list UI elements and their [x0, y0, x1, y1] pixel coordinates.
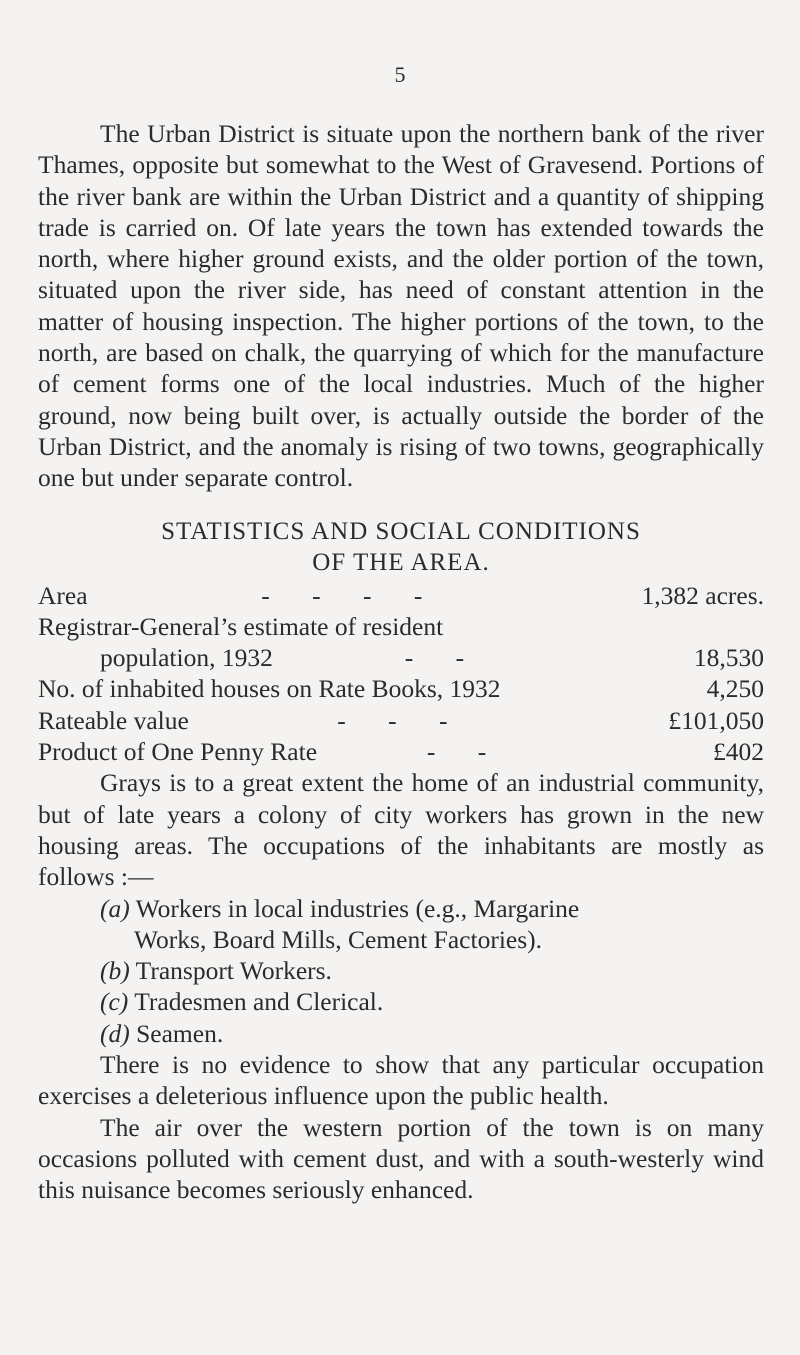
stat-row-area	[38, 580, 764, 611]
list-item	[60, 986, 764, 1017]
list-marker: (d)	[100, 1018, 130, 1048]
list-item	[60, 893, 764, 924]
stat-value-rateable: £101,050	[668, 705, 764, 735]
leader-dashes: - -	[426, 737, 505, 767]
occupations-paragraph: Grays is to a great extent the home of an industrial community, but of late years a colony of city workers has grown in the new housing areas. The occupations of the inhabitants are mostly as follows :—	[38, 768, 764, 892]
stat-row-houses	[38, 673, 764, 704]
list-marker: (a)	[100, 893, 130, 923]
evidence-paragraph: There is no evidence to show that any particular occupation exercises a deleterious influence upon the public health.	[38, 1050, 764, 1111]
page-content	[38, 118, 764, 1206]
occupations-list	[38, 893, 764, 1049]
stat-label-rateable: Rateable value	[38, 705, 189, 735]
stat-label-population-line2: population, 1932	[100, 643, 273, 673]
list-item	[60, 1018, 764, 1049]
air-pollution-paragraph: The air over the western portion of the town is on many occasions polluted with cement dust, and with a south-westerly wind this nuisance becomes seriously enhanced.	[38, 1112, 764, 1205]
section-heading-line2: OF THE AREA.	[312, 548, 490, 576]
stat-value-penny-rate: £402	[713, 737, 764, 767]
intro-paragraph: The Urban District is situate upon the northern bank of the river Thames, opposite but somewhat to the West of Gravesend. Portions of the river bank are within the Urban District and a quantity of shipping trade is carried on. Of late years the town has extended towards the north, where higher ground exists, and the older portion of the town, situated upon the river side, has need of constant attention in the matter of housing inspection. The higher portions of the town, to the north, are based on chalk, the quarrying of which for the manufacture of cement forms one of the local industries. Much of the higher ground, now being built over, is actually outside the border of the Urban District, and the anomaly is rising of two towns, geographically one but under separate control.	[38, 119, 764, 493]
statistics-table	[38, 580, 764, 768]
list-item-continuation: Works, Board Mills, Cement Factories).	[134, 924, 543, 954]
list-marker: (b)	[100, 956, 130, 986]
stat-value-area: 1,382 acres.	[641, 580, 764, 610]
stat-label-area: Area	[38, 580, 88, 610]
leader-dashes: - - - -	[261, 580, 441, 610]
section-heading	[38, 516, 764, 578]
list-item-text: Transport Workers.	[135, 956, 332, 986]
leader-dashes: - - -	[337, 705, 466, 735]
list-marker: (c)	[100, 987, 129, 1017]
list-item-text: Tradesmen and Clerical.	[134, 987, 384, 1017]
stat-row-population-label	[38, 611, 764, 642]
stat-label-houses: No. of inhabited houses on Rate Books, 1932	[38, 674, 501, 704]
stat-label-population-line1: Registrar-General’s estimate of resident	[38, 611, 444, 641]
leader-dashes: - -	[404, 643, 483, 673]
list-item-text: Workers in local industries (e.g., Margarine	[135, 893, 580, 923]
stat-label-penny-rate: Product of One Penny Rate	[38, 737, 318, 767]
stat-row-population	[38, 642, 764, 673]
list-item-text: Seamen.	[136, 1018, 224, 1048]
stat-value-houses: 4,250	[706, 674, 764, 704]
list-item	[60, 955, 764, 986]
stat-row-rateable	[38, 705, 764, 736]
stat-row-penny-rate	[38, 736, 764, 767]
section-heading-line1: STATISTICS AND SOCIAL CONDITIONS	[161, 517, 641, 545]
page-number: 5	[394, 62, 406, 87]
stat-value-population: 18,530	[693, 643, 764, 673]
